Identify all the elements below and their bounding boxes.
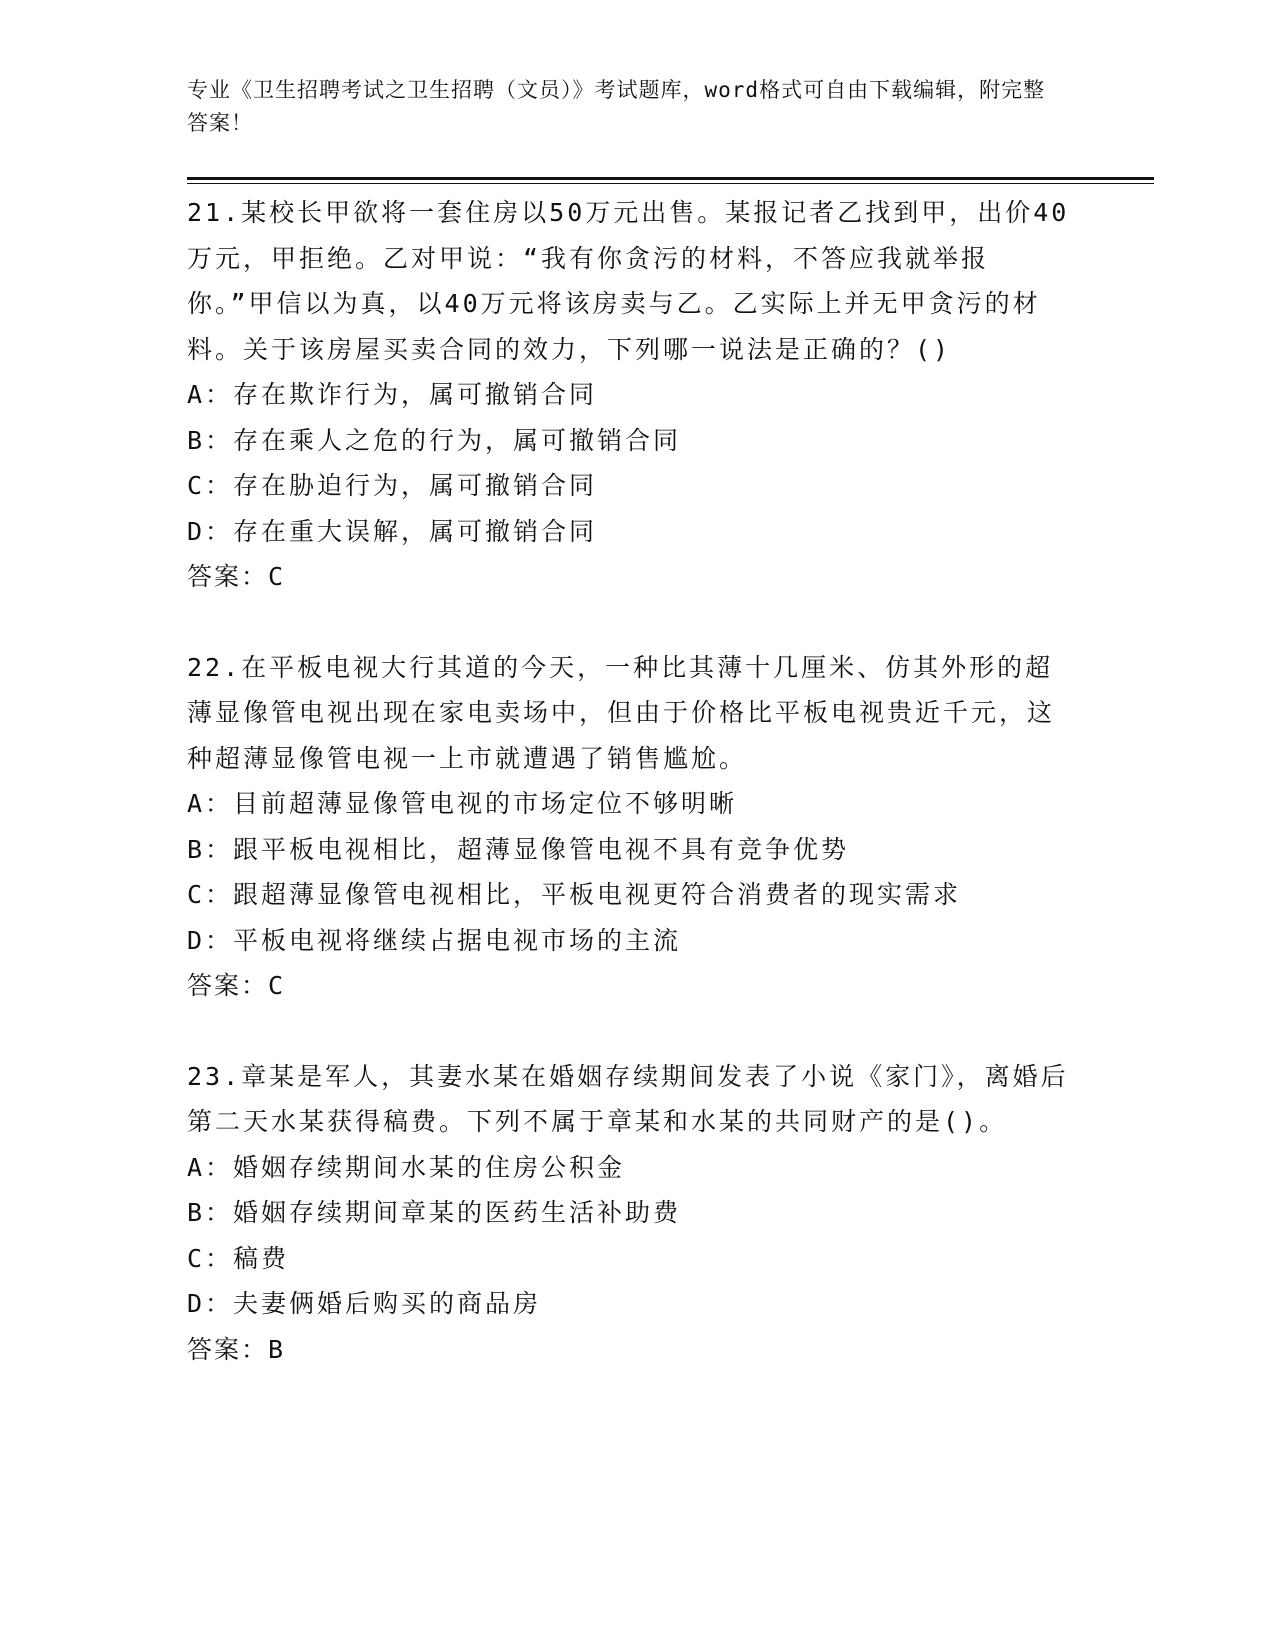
option-b: B：婚姻存续期间章某的医药生活补助费: [187, 1198, 682, 1227]
document-header: 专业《卫生招聘考试之卫生招聘（文员）》考试题库，word格式可自由下载编辑，附完整答案！: [187, 78, 1046, 135]
option-d: D：夫妻俩婚后购买的商品房: [187, 1289, 542, 1318]
question-list: [187, 190, 1077, 1417]
answer-line: 答案：B: [187, 1334, 286, 1364]
question-21: [187, 190, 1077, 600]
answer-line: 答案：C: [187, 971, 286, 1000]
option-a: A：婚姻存续期间水某的住房公积金: [187, 1152, 626, 1182]
answer-line: 答案：C: [187, 562, 286, 591]
header-divider-thin: [187, 183, 1154, 184]
header-divider-thick: [187, 177, 1154, 180]
option-a: A：存在欺诈行为，属可撤销合同: [187, 380, 598, 409]
question-stem: 21.某校长甲欲将一套住房以50万元出售。某报记者乙找到甲，出价40万元，甲拒绝。乙对甲说：“我有你贪污的材料，不答应我就举报你。”甲信以为真，以40万元将该房卖与乙。乙实际上并无甲贪污的材料。关于该房屋买卖合同的效力，下列哪一说法是正确的？(): [187, 198, 1070, 364]
option-d: D：平板电视将继续占据电视市场的主流: [187, 925, 682, 955]
option-d: D：存在重大误解，属可撤销合同: [187, 516, 598, 546]
question-23: [187, 1054, 1077, 1373]
option-c: C：稿费: [187, 1243, 290, 1273]
option-b: B：存在乘人之危的行为，属可撤销合同: [187, 425, 682, 455]
question-stem: 22.在平板电视大行其道的今天，一种比其薄十几厘米、仿其外形的超薄显像管电视出现在家电卖场中，但由于价格比平板电视贵近千元，这种超薄显像管电视一上市就遭遇了销售尴尬。: [187, 652, 1056, 773]
option-a: A：目前超薄显像管电视的市场定位不够明晰: [187, 789, 738, 818]
option-b: B：跟平板电视相比，超薄显像管电视不具有竞争优势: [187, 834, 850, 864]
option-c: C：跟超薄显像管电视相比，平板电视更符合消费者的现实需求: [187, 880, 962, 909]
question-stem: 23.章某是军人，其妻水某在婚姻存续期间发表了小说《家门》，离婚后第二天水某获得稿费。下列不属于章某和水某的共同财产的是()。: [187, 1061, 1069, 1136]
option-c: C：存在胁迫行为，属可撤销合同: [187, 471, 598, 500]
question-22: [187, 645, 1077, 1009]
